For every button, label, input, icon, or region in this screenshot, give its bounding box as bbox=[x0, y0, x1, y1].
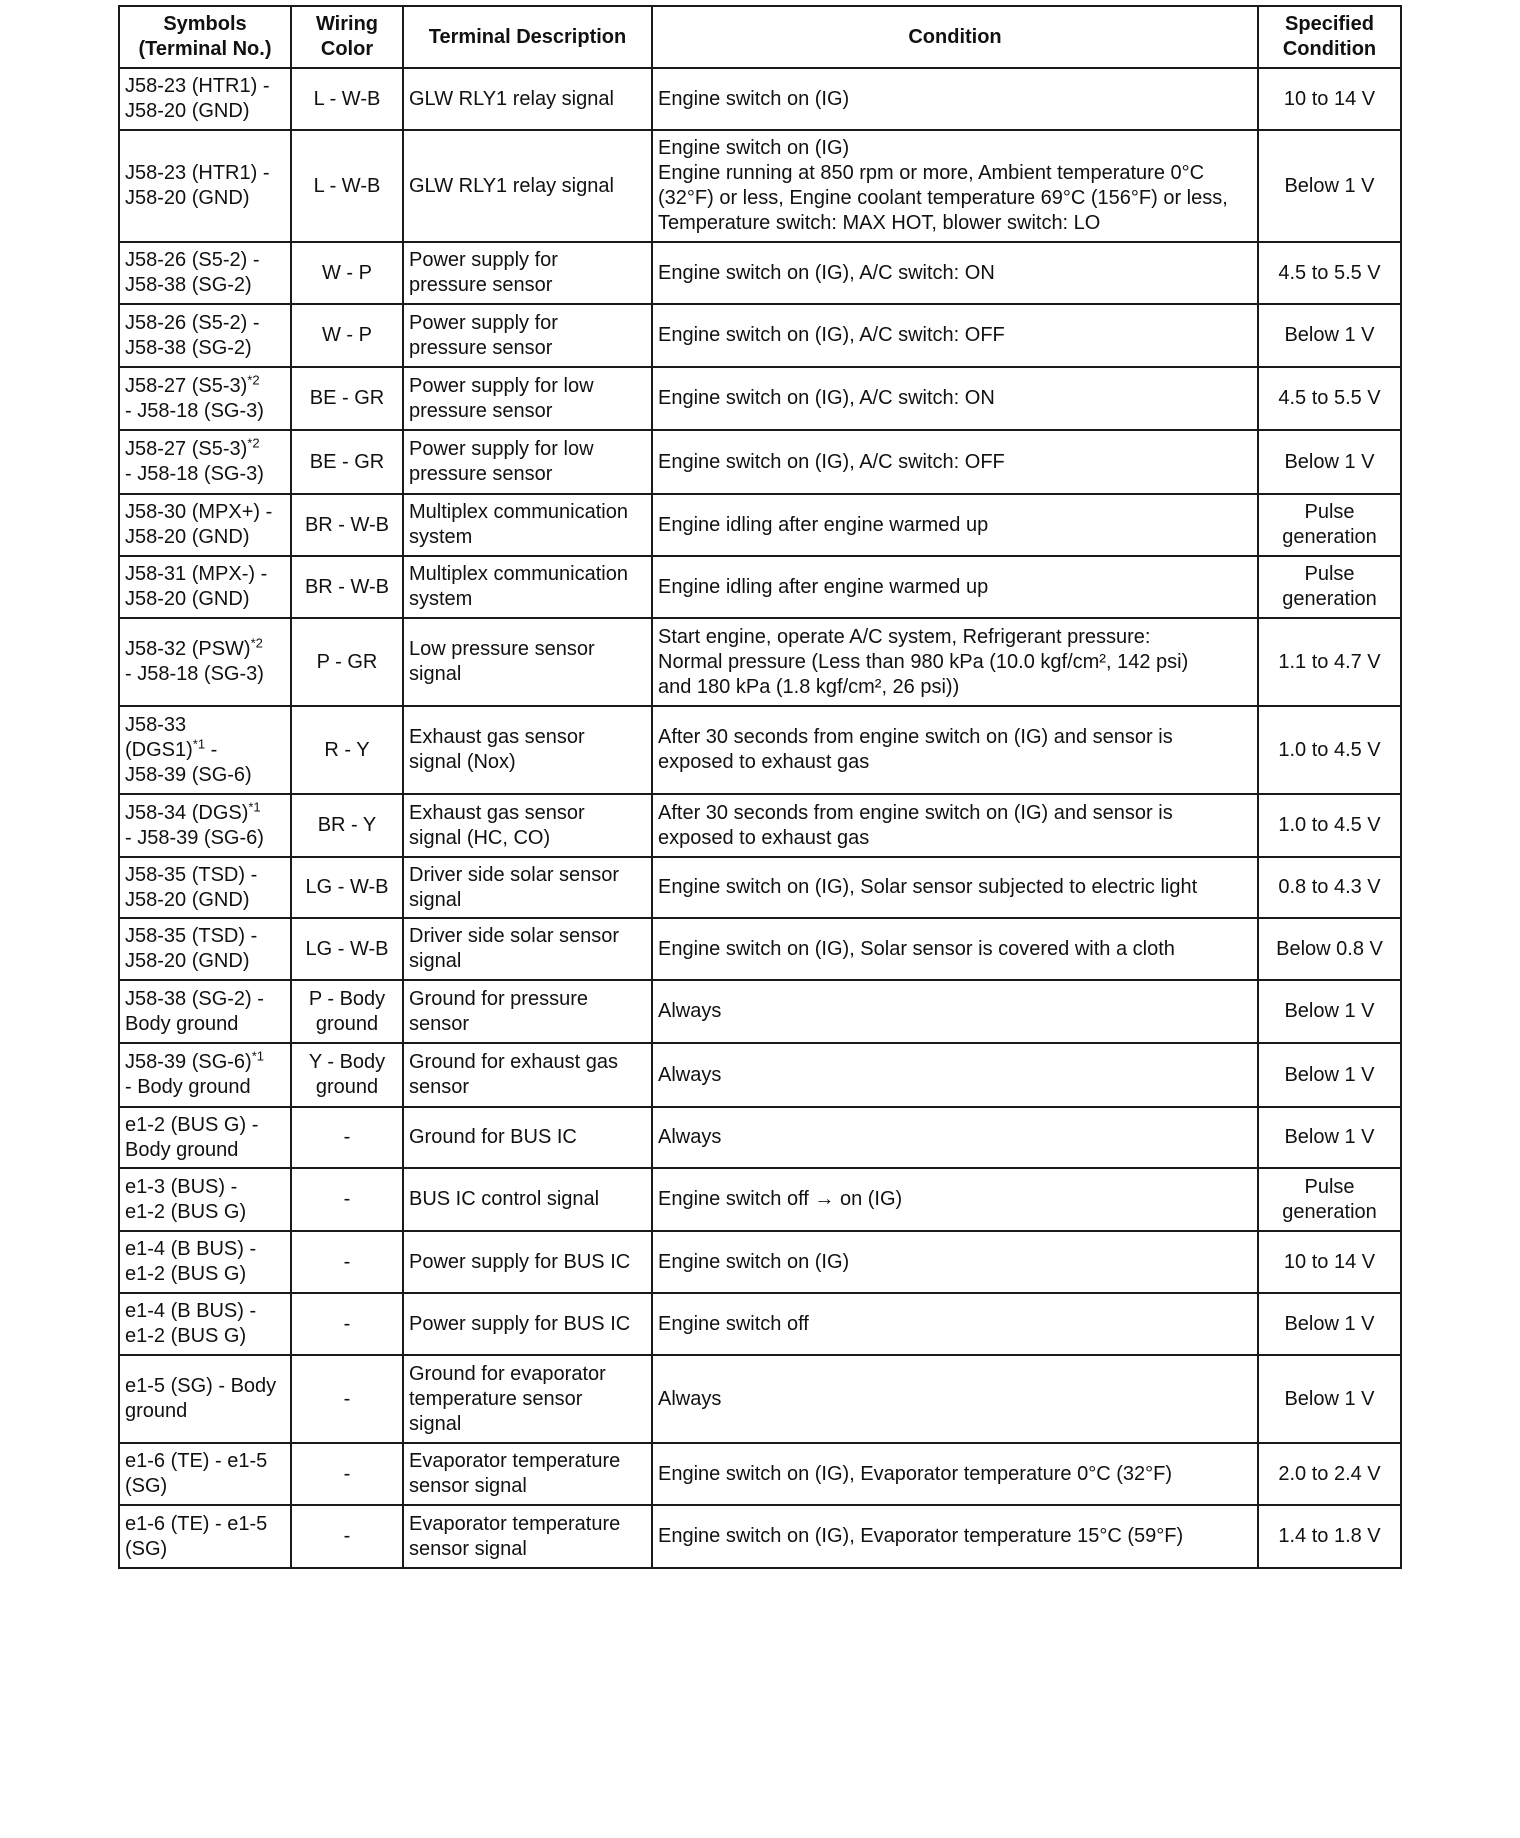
cell-condition: After 30 seconds from engine switch on (IG) and sensor is exposed to exhaust gas bbox=[652, 706, 1258, 794]
cell-condition: Engine switch on (IG) Engine running at 850 rpm or more, Ambient temperature 0°C (32°F) or less, Engine coolant temperature 69°C (156°F) or less, Temperature switch: MAX HOT, blower switch: LO bbox=[652, 130, 1258, 242]
cell-specified-condition: Below 1 V bbox=[1258, 980, 1401, 1043]
table-row bbox=[119, 430, 1401, 494]
table-row bbox=[119, 130, 1401, 242]
cell-condition: Engine idling after engine warmed up bbox=[652, 494, 1258, 556]
cell-specified-condition: 0.8 to 4.3 V bbox=[1258, 857, 1401, 918]
header-row bbox=[119, 6, 1401, 68]
cell-terminal-description: Exhaust gas sensor signal (HC, CO) bbox=[403, 794, 652, 857]
table-row bbox=[119, 494, 1401, 556]
cell-specified-condition: Below 1 V bbox=[1258, 304, 1401, 367]
cell-condition: Engine switch on (IG), A/C switch: ON bbox=[652, 242, 1258, 304]
cell-condition: Engine switch on (IG), Evaporator temperature 0°C (32°F) bbox=[652, 1443, 1258, 1505]
table-row bbox=[119, 618, 1401, 706]
cell-wiring-color: LG - W-B bbox=[291, 918, 403, 980]
cell-condition: Engine switch on (IG) bbox=[652, 1231, 1258, 1293]
cell-terminal-description: Ground for evaporator temperature sensor signal bbox=[403, 1355, 652, 1443]
cell-symbol: J58-35 (TSD) - J58-20 (GND) bbox=[119, 918, 291, 980]
cell-wiring-color: P - Body ground bbox=[291, 980, 403, 1043]
cell-wiring-color: - bbox=[291, 1505, 403, 1568]
header-symbols: Symbols (Terminal No.) bbox=[119, 6, 291, 68]
cell-terminal-description: GLW RLY1 relay signal bbox=[403, 130, 652, 242]
footnote-marker: *2 bbox=[247, 435, 260, 451]
cell-specified-condition: Below 1 V bbox=[1258, 1355, 1401, 1443]
cell-symbol: J58-23 (HTR1) - J58-20 (GND) bbox=[119, 130, 291, 242]
table-row bbox=[119, 1443, 1401, 1505]
cell-specified-condition: 1.0 to 4.5 V bbox=[1258, 794, 1401, 857]
cell-wiring-color: P - GR bbox=[291, 618, 403, 706]
cell-terminal-description: BUS IC control signal bbox=[403, 1168, 652, 1231]
cell-terminal-description: Exhaust gas sensor signal (Nox) bbox=[403, 706, 652, 794]
cell-wiring-color: - bbox=[291, 1231, 403, 1293]
cell-condition: Engine switch on (IG), Evaporator temperature 15°C (59°F) bbox=[652, 1505, 1258, 1568]
cell-symbol: J58-30 (MPX+) - J58-20 (GND) bbox=[119, 494, 291, 556]
cell-wiring-color: - bbox=[291, 1293, 403, 1355]
cell-condition: Engine switch on (IG), Solar sensor subjected to electric light bbox=[652, 857, 1258, 918]
cell-wiring-color: L - W-B bbox=[291, 68, 403, 130]
cell-condition: Engine switch off → on (IG) bbox=[652, 1168, 1258, 1231]
cell-condition: Engine switch on (IG), A/C switch: ON bbox=[652, 367, 1258, 430]
cell-terminal-description: Power supply for BUS IC bbox=[403, 1293, 652, 1355]
footnote-marker: *2 bbox=[247, 371, 260, 387]
table-row bbox=[119, 367, 1401, 430]
cell-wiring-color: Y - Body ground bbox=[291, 1043, 403, 1107]
cell-wiring-color: L - W-B bbox=[291, 130, 403, 242]
cell-wiring-color: R - Y bbox=[291, 706, 403, 794]
cell-symbol: J58-26 (S5-2) - J58-38 (SG-2) bbox=[119, 304, 291, 367]
footnote-marker: *1 bbox=[248, 798, 261, 814]
table-body bbox=[119, 68, 1401, 1568]
cell-terminal-description: Power supply for low pressure sensor bbox=[403, 430, 652, 494]
cell-terminal-description: Ground for pressure sensor bbox=[403, 980, 652, 1043]
cell-symbol: J58-38 (SG-2) - Body ground bbox=[119, 980, 291, 1043]
cell-specified-condition: Pulse generation bbox=[1258, 556, 1401, 618]
table-row bbox=[119, 706, 1401, 794]
cell-specified-condition: 1.1 to 4.7 V bbox=[1258, 618, 1401, 706]
table-row bbox=[119, 1505, 1401, 1568]
cell-symbol: e1-2 (BUS G) - Body ground bbox=[119, 1107, 291, 1168]
table-row bbox=[119, 1168, 1401, 1231]
cell-condition: Engine switch on (IG), A/C switch: OFF bbox=[652, 430, 1258, 494]
cell-wiring-color: BR - Y bbox=[291, 794, 403, 857]
cell-specified-condition: 4.5 to 5.5 V bbox=[1258, 367, 1401, 430]
cell-terminal-description: Ground for BUS IC bbox=[403, 1107, 652, 1168]
footnote-marker: *1 bbox=[192, 735, 206, 751]
cell-symbol: J58-34 (DGS)$^{*1}$ - J58-39 (SG-6) bbox=[119, 794, 291, 857]
cell-terminal-description: Ground for exhaust gas sensor bbox=[403, 1043, 652, 1107]
cell-specified-condition: Below 1 V bbox=[1258, 430, 1401, 494]
cell-terminal-description: Multiplex communication system bbox=[403, 494, 652, 556]
cell-terminal-description: Power supply for pressure sensor bbox=[403, 242, 652, 304]
cell-condition: Engine switch on (IG), Solar sensor is covered with a cloth bbox=[652, 918, 1258, 980]
cell-symbol: J58-27 $(S5-3)^{*2}$ - J58-18 (SG-3) bbox=[119, 430, 291, 494]
table-row bbox=[119, 304, 1401, 367]
cell-specified-condition: 2.0 to 2.4 V bbox=[1258, 1443, 1401, 1505]
cell-wiring-color: - bbox=[291, 1443, 403, 1505]
cell-symbol: J58-26 (S5-2) - J58-38 (SG-2) bbox=[119, 242, 291, 304]
cell-condition: Always bbox=[652, 1043, 1258, 1107]
cell-specified-condition: Below 1 V bbox=[1258, 1043, 1401, 1107]
cell-specified-condition: Pulse generation bbox=[1258, 1168, 1401, 1231]
cell-wiring-color: BE - GR bbox=[291, 367, 403, 430]
header-specified-condition: Specified Condition bbox=[1258, 6, 1401, 68]
cell-specified-condition: 1.0 to 4.5 V bbox=[1258, 706, 1401, 794]
table-row bbox=[119, 794, 1401, 857]
cell-symbol: J58-33 $(DGS1)^{*1}$ - J58-39 (SG-6) bbox=[119, 706, 291, 794]
cell-specified-condition: Below 1 V bbox=[1258, 1107, 1401, 1168]
cell-terminal-description: Low pressure sensor signal bbox=[403, 618, 652, 706]
cell-condition: Always bbox=[652, 1355, 1258, 1443]
cell-wiring-color: - bbox=[291, 1107, 403, 1168]
cell-symbol: e1-6 (TE) - e1-5 (SG) bbox=[119, 1505, 291, 1568]
cell-wiring-color: W - P bbox=[291, 304, 403, 367]
table-row bbox=[119, 1107, 1401, 1168]
cell-wiring-color: W - P bbox=[291, 242, 403, 304]
footnote-marker: *1 bbox=[251, 1048, 265, 1064]
cell-condition: Engine idling after engine warmed up bbox=[652, 556, 1258, 618]
cell-symbol: e1-3 (BUS) - e1-2 (BUS G) bbox=[119, 1168, 291, 1231]
cell-symbol: e1-6 (TE) - e1-5 (SG) bbox=[119, 1443, 291, 1505]
cell-wiring-color: BE - GR bbox=[291, 430, 403, 494]
cell-wiring-color: BR - W-B bbox=[291, 494, 403, 556]
cell-symbol: J58-27 $(S5-3)^{*2}$ - J58-18 (SG-3) bbox=[119, 367, 291, 430]
cell-condition: After 30 seconds from engine switch on (IG) and sensor is exposed to exhaust gas bbox=[652, 794, 1258, 857]
document-page bbox=[115, 0, 1405, 1838]
cell-wiring-color: BR - W-B bbox=[291, 556, 403, 618]
table-row bbox=[119, 980, 1401, 1043]
table-row bbox=[119, 556, 1401, 618]
header-condition: Condition bbox=[652, 6, 1258, 68]
cell-symbol: J58-35 (TSD) - J58-20 (GND) bbox=[119, 857, 291, 918]
cell-terminal-description: Multiplex communication system bbox=[403, 556, 652, 618]
cell-symbol: J58-23 (HTR1) - J58-20 (GND) bbox=[119, 68, 291, 130]
table-row bbox=[119, 1231, 1401, 1293]
cell-condition: Engine switch off bbox=[652, 1293, 1258, 1355]
table-row bbox=[119, 918, 1401, 980]
table-row bbox=[119, 857, 1401, 918]
cell-condition: Always bbox=[652, 980, 1258, 1043]
cell-terminal-description: GLW RLY1 relay signal bbox=[403, 68, 652, 130]
table-row bbox=[119, 1043, 1401, 1107]
cell-condition: Engine switch on (IG) bbox=[652, 68, 1258, 130]
footnote-marker: *2 bbox=[250, 635, 263, 651]
cell-specified-condition: Below 1 V bbox=[1258, 130, 1401, 242]
cell-condition: Engine switch on (IG), A/C switch: OFF bbox=[652, 304, 1258, 367]
header-wiring-color: Wiring Color bbox=[291, 6, 403, 68]
cell-specified-condition: Below 0.8 V bbox=[1258, 918, 1401, 980]
cell-wiring-color: LG - W-B bbox=[291, 857, 403, 918]
cell-symbol: e1-4 (B BUS) - e1-2 (BUS G) bbox=[119, 1231, 291, 1293]
cell-terminal-description: Power supply for low pressure sensor bbox=[403, 367, 652, 430]
table-row bbox=[119, 242, 1401, 304]
cell-symbol: J58-32 (PSW)$^{*2}$ - J58-18 (SG-3) bbox=[119, 618, 291, 706]
cell-specified-condition: 1.4 to 1.8 V bbox=[1258, 1505, 1401, 1568]
cell-specified-condition: 10 to 14 V bbox=[1258, 68, 1401, 130]
cell-specified-condition: 10 to 14 V bbox=[1258, 1231, 1401, 1293]
cell-terminal-description: Evaporator temperature sensor signal bbox=[403, 1505, 652, 1568]
cell-terminal-description: Driver side solar sensor signal bbox=[403, 857, 652, 918]
table-row bbox=[119, 1355, 1401, 1443]
terminal-table bbox=[118, 5, 1402, 1569]
cell-specified-condition: Below 1 V bbox=[1258, 1293, 1401, 1355]
cell-terminal-description: Power supply for BUS IC bbox=[403, 1231, 652, 1293]
header-terminal-description: Terminal Description bbox=[403, 6, 652, 68]
cell-symbol: e1-4 (B BUS) - e1-2 (BUS G) bbox=[119, 1293, 291, 1355]
cell-specified-condition: 4.5 to 5.5 V bbox=[1258, 242, 1401, 304]
cell-wiring-color: - bbox=[291, 1168, 403, 1231]
cell-wiring-color: - bbox=[291, 1355, 403, 1443]
cell-condition: Start engine, operate A/C system, Refrigerant pressure: Normal pressure (Less than 980 kPa (10.0 kgf/cm², 142 psi) and 180 kPa (1.8 kgf/cm², 26 psi)) bbox=[652, 618, 1258, 706]
table-row bbox=[119, 68, 1401, 130]
cell-symbol: J58-39 $(SG-6)^{*1}$ - Body ground bbox=[119, 1043, 291, 1107]
cell-specified-condition: Pulse generation bbox=[1258, 494, 1401, 556]
cell-condition: Always bbox=[652, 1107, 1258, 1168]
table-row bbox=[119, 1293, 1401, 1355]
cell-symbol: J58-31 (MPX-) - J58-20 (GND) bbox=[119, 556, 291, 618]
cell-symbol: e1-5 (SG) - Body ground bbox=[119, 1355, 291, 1443]
cell-terminal-description: Evaporator temperature sensor signal bbox=[403, 1443, 652, 1505]
cell-terminal-description: Driver side solar sensor signal bbox=[403, 918, 652, 980]
cell-terminal-description: Power supply for pressure sensor bbox=[403, 304, 652, 367]
